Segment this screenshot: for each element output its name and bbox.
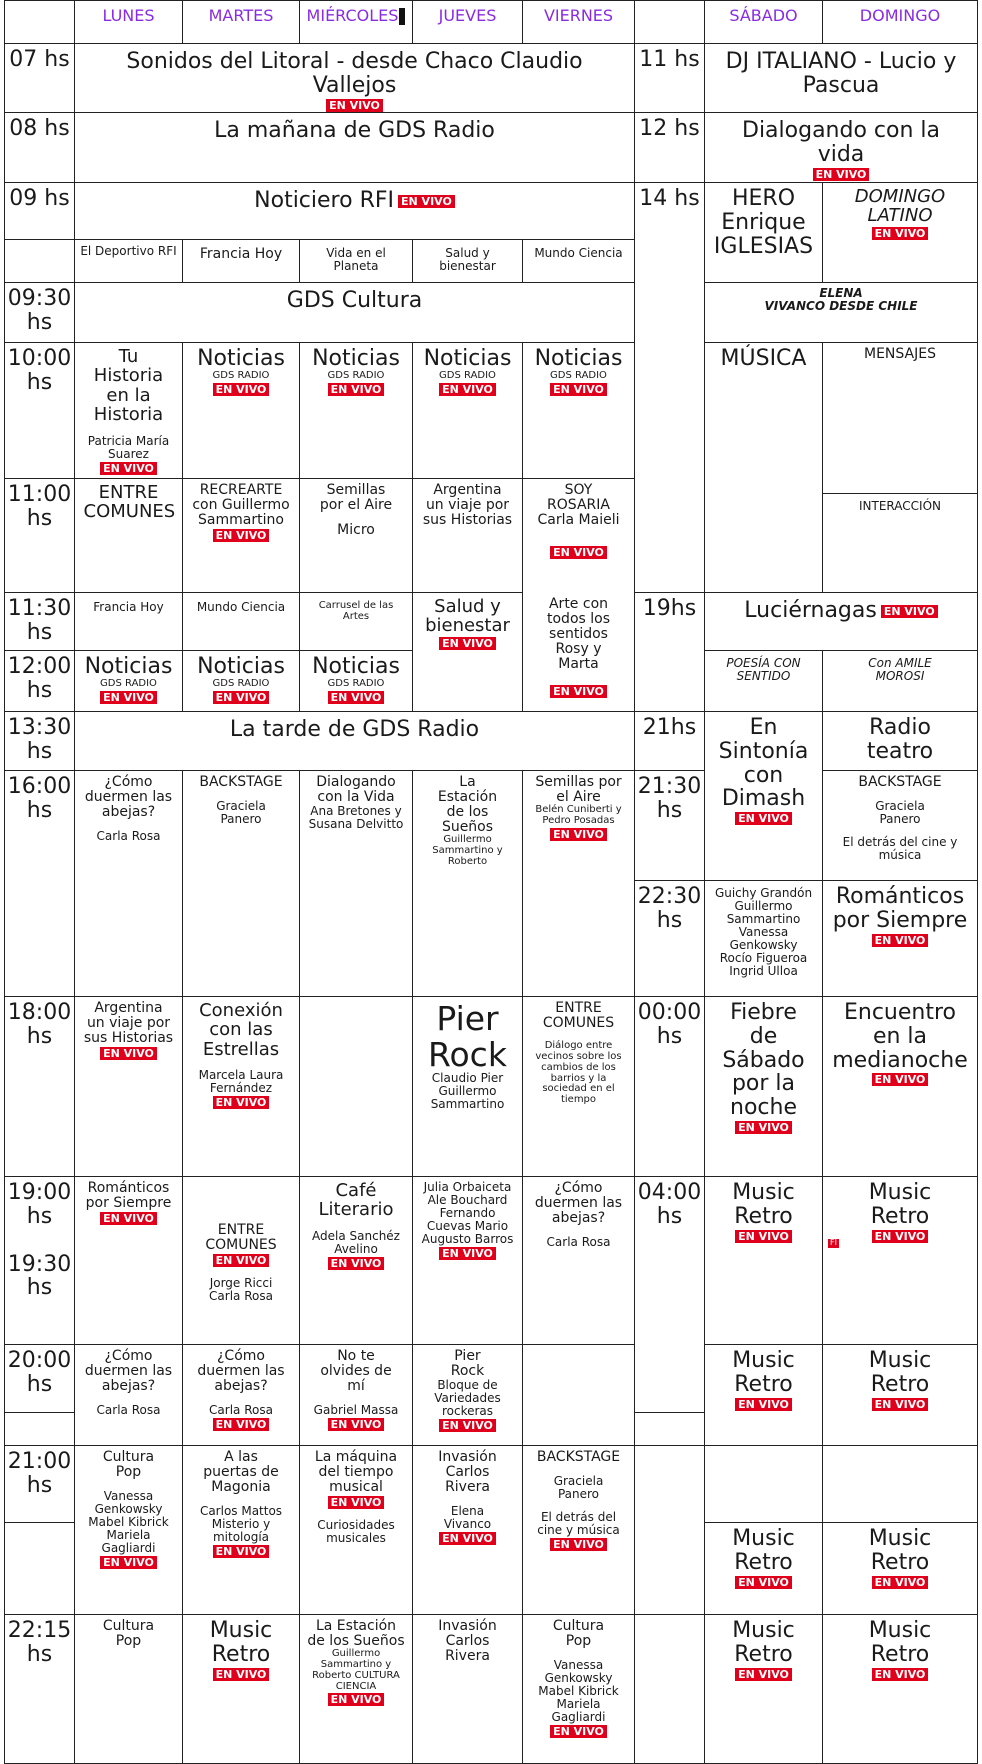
day-header-wednesday: MIÉRCOLES bbox=[300, 0, 413, 44]
program-la-tarde: La tarde de GDS Radio bbox=[75, 712, 635, 771]
we-music-retro-sun-0400: Music Retro EN VIVO FI bbox=[823, 1177, 978, 1345]
day-header-saturday: SÁBADO bbox=[705, 0, 823, 44]
program-abejas-tue-2000: ¿Cómo duermen las abejas? Carla Rosa EN VIVO bbox=[183, 1345, 300, 1446]
we-music-retro-sun-2000: Music Retro EN VIVO bbox=[823, 1345, 978, 1446]
we-time-1100: 11 hs bbox=[635, 44, 705, 113]
program-salud-1130: Salud y bienestar EN VIVO bbox=[413, 593, 523, 712]
program-tu-historia: Tu Historia en la Historia Patricia María Suarez EN VIVO bbox=[75, 343, 183, 479]
we-guichy: Guichy Grandón Guillermo Sammartino Vanessa Genkowsky Rocío Figueroa Ingrid Ulloa bbox=[705, 881, 823, 997]
program-rfi-thu: Salud y bienestar bbox=[413, 240, 523, 283]
text-cursor bbox=[399, 8, 405, 25]
we-music-retro-sat-2000: Music Retro EN VIVO bbox=[705, 1345, 823, 1446]
program-rfi-wed: Vida en el Planeta bbox=[300, 240, 413, 283]
we-empty-sun-2100 bbox=[823, 1446, 978, 1523]
we-radio-teatro: Radio teatro bbox=[823, 712, 978, 771]
time-1600: 16:00 hs bbox=[4, 771, 75, 997]
time-2215: 22:15 hs bbox=[4, 1615, 75, 1764]
program-entre-comunes-mon: ENTRE COMUNES bbox=[75, 479, 183, 593]
we-hero: HERO Enrique IGLESIAS bbox=[705, 183, 823, 283]
program-invasion-thu-2215: Invasión Carlos Rivera bbox=[413, 1615, 523, 1764]
fi-badge: FI bbox=[830, 1238, 837, 1247]
program-cafe-literario: Café Literario Adela Sanchéz Avelino EN VIVO bbox=[300, 1177, 413, 1345]
program-soy-rosaria: SOY ROSARIA Carla Maieli EN VIVO bbox=[523, 479, 635, 712]
we-interaccion: INTERACCIÓN bbox=[823, 494, 978, 593]
we-time-2100: 21hs bbox=[635, 712, 705, 771]
program-cultura-pop-fri-2215: Cultura Pop Vanessa Genkowsky Mabel Kibrick Mariela Gagliardi EN VIVO bbox=[523, 1615, 635, 1764]
time-0900: 09 hs bbox=[4, 183, 75, 240]
we-music-retro-sat-2215: Music Retro EN VIVO bbox=[705, 1615, 823, 1764]
time-1330: 13:30 hs bbox=[4, 712, 75, 771]
program-music-retro-tue: Music Retro EN VIVO bbox=[183, 1615, 300, 1764]
we-poesia: POESÍA CON SENTIDO bbox=[705, 651, 823, 712]
we-time-2230: 22:30 hs bbox=[635, 881, 705, 997]
we-en-sintonia: En Sintonía con Dimash EN VIVO bbox=[705, 712, 823, 881]
we-dialogando: Dialogando con la vida EN VIVO bbox=[705, 113, 978, 183]
we-empty-sat-2100 bbox=[705, 1446, 823, 1523]
we-time-1200: 12 hs bbox=[635, 113, 705, 183]
time-2100-blank bbox=[4, 1523, 75, 1615]
program-magonia: A las puertas de Magonia Carlos Mattos Misterio y mitología EN VIVO bbox=[183, 1446, 300, 1615]
program-empty-fri-2000 bbox=[523, 1345, 635, 1446]
program-francia-hoy-1130: Francia Hoy bbox=[75, 593, 183, 651]
program-noticias-fri-1000: Noticias GDS RADIO EN VIVO bbox=[523, 343, 635, 479]
we-dj-italiano: DJ ITALIANO - Lucio y Pascua bbox=[705, 44, 978, 113]
program-conexion-estrellas: Conexión con las Estrellas Marcela Laura Fernández EN VIVO bbox=[183, 997, 300, 1177]
we-musica: MÚSICA bbox=[705, 343, 823, 593]
program-noticias-tue-1000: Noticias GDS RADIO EN VIVO bbox=[183, 343, 300, 479]
we-time-1900: 19hs bbox=[635, 593, 705, 712]
time-1900: 19:00 hs 19:30 hs bbox=[4, 1177, 75, 1345]
we-romanticos: Románticos por Siempre EN VIVO bbox=[823, 881, 978, 997]
we-time-blank-3 bbox=[635, 1615, 705, 1764]
day-header-thursday: JUEVES bbox=[413, 0, 523, 44]
time-1000: 10:00 hs bbox=[4, 343, 75, 479]
program-abejas-mon-1600: ¿Cómo duermen las abejas? Carla Rosa bbox=[75, 771, 183, 997]
program-pier-rock-2000: Pier Rock Bloque de Variedades rockeras EN VIVO bbox=[413, 1345, 523, 1446]
we-time-0400: 04:00 hs bbox=[635, 1177, 705, 1413]
time-0930: 09:30 hs bbox=[4, 283, 75, 343]
program-mundo-ciencia-1130: Mundo Ciencia bbox=[183, 593, 300, 651]
program-romanticos-mon: Románticos por Siempre EN VIVO bbox=[75, 1177, 183, 1345]
we-music-retro-sun-2130: Music Retro EN VIVO bbox=[823, 1523, 978, 1615]
program-cultura-pop-mon-2215: Cultura Pop bbox=[75, 1615, 183, 1764]
time-0800: 08 hs bbox=[4, 113, 75, 183]
program-rfi-fri: Mundo Ciencia bbox=[523, 240, 635, 283]
program-sonidos-del-litoral: Sonidos del Litoral - desde Chaco Claudio Vallejos EN VIVO bbox=[75, 44, 635, 113]
program-estacion-wed-2215: La Estación de los Sueños Guillermo Sammartino y Roberto CULTURA CIENCIA EN VIVO bbox=[300, 1615, 413, 1764]
program-noticias-wed-1000: Noticias GDS RADIO EN VIVO bbox=[300, 343, 413, 479]
we-elena-vivanco: ELENA VIVANCO DESDE CHILE bbox=[705, 283, 978, 343]
we-domingo-latino: DOMINGO LATINO EN VIVO bbox=[823, 183, 978, 283]
program-arte-con-todos: Arte con todos los sentidos Rosy y Marta EN VIVO bbox=[523, 593, 635, 712]
program-pier-rock: Pier Rock Claudio Pier Guillermo Sammartino bbox=[413, 997, 523, 1177]
time-1130: 11:30 hs bbox=[4, 593, 75, 651]
program-noticias-mon-1200: Noticias GDS RADIO EN VIVO bbox=[75, 651, 183, 712]
program-invasion-thu-2100: Invasión Carlos Rivera Elena Vivanco EN VIVO bbox=[413, 1446, 523, 1615]
program-carrusel: Carrusel de las Artes bbox=[300, 593, 413, 651]
program-semillas-fri: Semillas por el Aire Belén Cuniberti y Pedro Posadas EN VIVO bbox=[523, 771, 635, 997]
we-fiebre: Fiebre de Sábado por la noche EN VIVO bbox=[705, 997, 823, 1177]
we-time-blank-1 bbox=[635, 1413, 705, 1446]
we-time-0000: 00:00 hs bbox=[635, 997, 705, 1177]
corner-cell bbox=[4, 0, 75, 44]
program-maquina-del-tiempo: La máquina del tiempo musical EN VIVO Curiosidades musicales bbox=[300, 1446, 413, 1615]
program-la-manana: La mañana de GDS Radio bbox=[75, 113, 635, 183]
program-julia-orbaiceta: Julia Orbaiceta Ale Bouchard Fernando Cuevas Mario Augusto Barros EN VIVO bbox=[413, 1177, 523, 1345]
we-amile: Con AMILE MOROSI bbox=[823, 651, 978, 712]
time-0700: 07 hs bbox=[4, 44, 75, 113]
program-entre-comunes-fri: ENTRE COMUNES Diálogo entre vecinos sobre los cambios de los barrios y la sociedad en el tiempo bbox=[523, 997, 635, 1177]
we-mensajes: MENSAJES bbox=[823, 343, 978, 494]
program-abejas-mon-2000: ¿Cómo duermen las abejas? Carla Rosa bbox=[75, 1345, 183, 1446]
program-cultura-pop-mon: Cultura Pop Vanessa Genkowsky Mabel Kibrick Mariela Gagliardi EN VIVO bbox=[75, 1446, 183, 1615]
we-time-1400: 14 hs bbox=[635, 183, 705, 593]
program-noticias-thu-1000: Noticias GDS RADIO EN VIVO bbox=[413, 343, 523, 479]
time-2000-blank bbox=[4, 1413, 75, 1446]
program-dialogando-wed: Dialogando con la Vida Ana Bretones y Susana Delvitto bbox=[300, 771, 413, 997]
program-no-te-olvides: No te olvides de mí Gabriel Massa EN VIVO bbox=[300, 1345, 413, 1446]
program-semillas-micro: Semillas por el Aire Micro bbox=[300, 479, 413, 593]
program-gds-cultura: GDS Cultura bbox=[75, 283, 635, 343]
day-header-tuesday: MARTES bbox=[183, 0, 300, 44]
program-entre-comunes-tue: ENTRE COMUNES EN VIVO Jorge Ricci Carla Rosa bbox=[183, 1177, 300, 1345]
time-1200: 12:00 hs bbox=[4, 651, 75, 712]
time-2100: 21:00 hs bbox=[4, 1446, 75, 1523]
program-argentina-thu: Argentina un viaje por sus Historias bbox=[413, 479, 523, 593]
program-recrearte: RECREARTE con Guillermo Sammartino EN VIVO bbox=[183, 479, 300, 593]
program-argentina-mon: Argentina un viaje por sus Historias EN VIVO bbox=[75, 997, 183, 1177]
we-time-blank-2 bbox=[635, 1446, 705, 1615]
program-estacion-thu: La Estación de los Sueños Guillermo Sammartino y Roberto bbox=[413, 771, 523, 997]
day-header-monday: LUNES bbox=[75, 0, 183, 44]
program-rfi-mon: El Deportivo RFI bbox=[75, 240, 183, 283]
program-rfi-tue: Francia Hoy bbox=[183, 240, 300, 283]
program-backstage-fri: BACKSTAGE Graciela Panero El detrás del cine y música EN VIVO bbox=[523, 1446, 635, 1615]
program-backstage-tue: BACKSTAGE Graciela Panero bbox=[183, 771, 300, 997]
day-header-sunday: DOMINGO bbox=[823, 0, 978, 44]
program-abejas-fri-1900: ¿Cómo duermen las abejas? Carla Rosa bbox=[523, 1177, 635, 1345]
weekend-time-header bbox=[635, 0, 705, 44]
we-luciernagas: Luciérnagas EN VIVO bbox=[705, 593, 978, 651]
time-1100: 11:00 hs bbox=[4, 479, 75, 593]
program-noticias-tue-1200: Noticias GDS RADIO EN VIVO bbox=[183, 651, 300, 712]
program-empty-wed-1800 bbox=[300, 997, 413, 1177]
we-backstage: BACKSTAGE Graciela Panero El detrás del cine y música bbox=[823, 771, 978, 881]
time-2000: 20:00 hs bbox=[4, 1345, 75, 1413]
time-0900-rfi-blank bbox=[4, 240, 75, 283]
we-music-retro-sat-2130: Music Retro EN VIVO bbox=[705, 1523, 823, 1615]
program-noticiero-rfi: Noticiero RFI EN VIVO bbox=[75, 183, 635, 240]
program-noticias-wed-1200: Noticias GDS RADIO EN VIVO bbox=[300, 651, 413, 712]
we-music-retro-sat-0400: Music Retro EN VIVO bbox=[705, 1177, 823, 1345]
we-encuentro: Encuentro en la medianoche EN VIVO bbox=[823, 997, 978, 1177]
we-time-2130: 21:30 hs bbox=[635, 771, 705, 881]
day-header-friday: VIERNES bbox=[523, 0, 635, 44]
we-music-retro-sun-2215: Music Retro EN VIVO bbox=[823, 1615, 978, 1764]
time-1800: 18:00 hs bbox=[4, 997, 75, 1177]
